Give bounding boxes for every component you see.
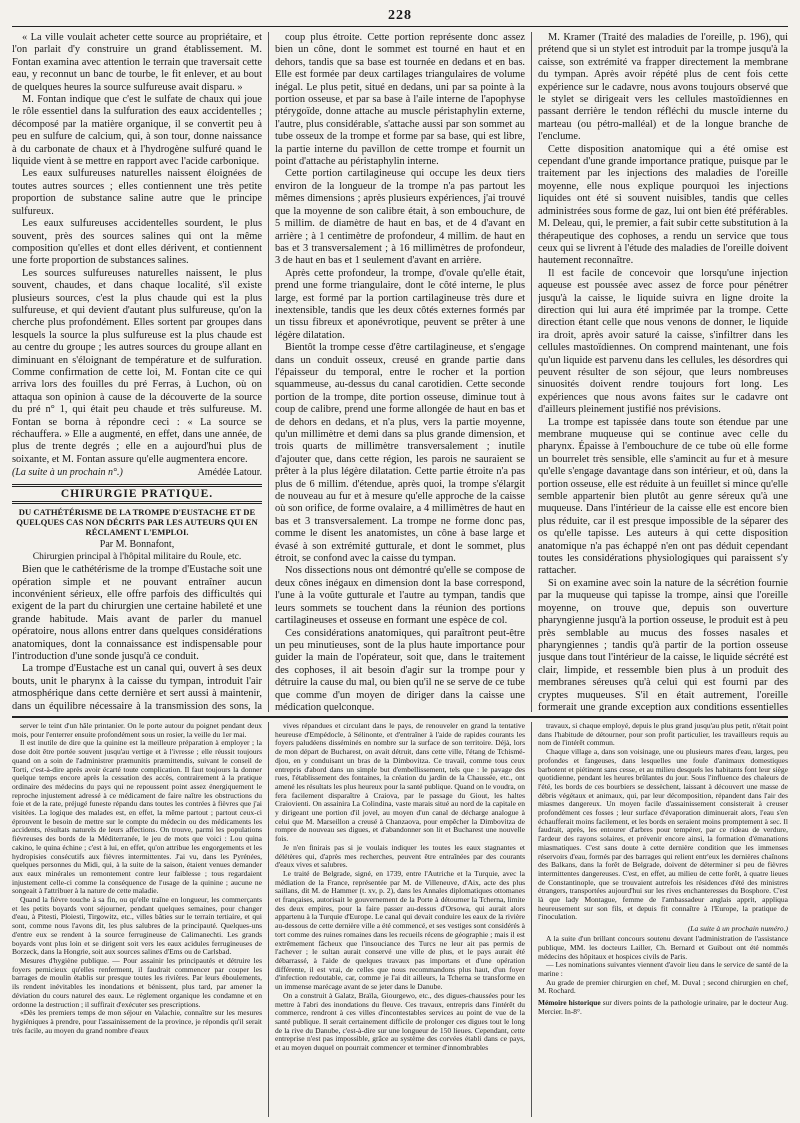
author-role: Chirurgien principal à l'hôpital militaire du Roule, etc. <box>32 550 242 562</box>
to-be-continued: (La suite à un prochain n°.) <box>12 467 123 479</box>
book-notice-title: Mémoire historique <box>538 998 601 1008</box>
paragraph: Après cette profondeur, la trompe, d'ovale qu'elle était, prend une forme triangulaire, dont le côté interne, le plus large, est formé par la portion cartilagineuse très dure et inextensible, tandis que les deux côtés externes formés par un tissu fibreux et aponévrotique, peuvent se prêter à une légère dilatation. <box>275 267 525 341</box>
paragraph: Je n'en finirais pas si je voulais indiquer les toutes les eaux stagnantes et délétères qui, d'après mes recherches, peuvent être entraînées par des courants d'eaux vives et salubres. <box>275 842 525 870</box>
feuilleton-column-3 <box>538 722 788 1117</box>
header-rule <box>12 26 788 27</box>
paragraph: On a construit à Galatz, Braïla, Giourgewo, etc., des digues-chaussées pour les mettre à l'abri des inondations du fleuve. Ces travaux, entrepris dans l'intérêt du commerce, rendront à ces villes d'incontestables services au point de vue de la santé publique. Il serait certainement difficile de prolonger ces digues tout le long de la rive du Danube, c'est-à-dire sur une longueur de 150 lieues. Cependant, cette entreprise n'est pas impossible, grâce au système des corvées établi dans ce pays, et au moyen duquel on pourrait commencer et terminer d'innombrables <box>275 990 525 1053</box>
paragraph: M. Kramer (Traité des maladies de l'oreille, p. 196), qui prétend que si un stylet est introduit par la trompe jusqu'à la caisse, son extrémité va frapper directement la membrane du tympan. Après avoir répété plus de cent fois cette expérience sur le cadavre, nous avons toujours observé que le stylet se dirigeait vers les cellules mastoïdiennes en passant derrière le tendon réfléchi du muscle interne du marteau (ou pétro-malléal) et de la longue branche de l'enclume. <box>538 32 788 143</box>
column-divider <box>531 722 532 1117</box>
paragraph: Bien que le cathétérisme de la trompe d'Eustache soit une opération simple et ne pouvant entraîner aucun inconvénient sérieux, elle offre parfois des difficultés qui exigent de la part du chirurgien une certaine habileté et une grande habitude. Mais avant de parler du manuel opératoire, nous allons entrer dans quelques considérations anatomiques, dont la connaissance est indispensable pour l'introduction d'une sonde jusqu'à ce conduit. <box>12 564 262 663</box>
paragraph: Cette disposition anatomique qui a été omise est cependant d'une grande importance pratique, puisque par le traitement par les injections des maladies de l'oreille moyenne, elle nous explique pourquoi les injections liquides ont été si souvent nuisibles, tandis que celles administrées sous forme de gaz, lui ont bien été préférables. M. Deleau, qui, le premier, a fait subir cette substitution à la thérapeutique des cophoses, a rendu un service que tous ceux qui se livrent à l'étude des maladies de l'oreille doivent hautement reconnaître. <box>538 143 788 267</box>
paragraph: Quand la fièvre touche à sa fin, ou qu'elle traîne en longueur, les commerçants et les petits boyards vont séjourner, pendant quelques semaines, pour changer d'eau, à Pitesti, Ploiesti, Tirgowitz, etc., villes bâties sur le terrain tertiaire, et qui sont, comme nous l'avons dit, les plus salubres de la principauté. Quelques-uns d'entre eux se rendent à la source ferrugineuse de Calimanechti. Les grands boyards vont plus loin et se dirigent soit vers les eaux acidules ferrugineuses de Borzeck, dans la Hongrie, soit aux sources salines d'Ems ou de Carlsbad. <box>12 895 262 957</box>
paragraph: Il est inutile de dire que la quinine est la meilleure préparation à employer ; la dose doit être portée souvent jusqu'au vertige et à l'ivresse ; elle réussit toujours quand on a soin de l'administrer præmunitis præmittendis, suivant le conseil de Torti, c'est-à-dire après avoir écarté toute complication. Il faut toujours la donner quelque temps encore après la cessation des accès, contrairement à la pratique ordinaire des médecins du pays qui ne repoussent point assez énergiquement le reproche injustement adressé à ce médicament de faire naître les obstructions du foie et de la rate, préjugé funeste répandu dans toutes les contrées à fièvres que j'ai visitées. La logique des malades est, en effet, la même partout ; partout ceux-ci éprouvent le besoin de mettre sur le compte du médecin ou des médicaments les accidents, résultats naturels de leurs affections. On trouve, parmi les populations fiévreuses des bords de la Méditerranée, le jeu de mots que voici : Lou quina cakino, le quina échine ; c'est à lui, en effet, qu'on attribue les engorgements et les hydropisies consécutifs aux fièvres intermittentes. J'ai vu, dans les Pyrénées, quelques personnes du Midi, qui, à la suite de la saison, étaient venues demander aux eaux minérales un remontement contre leur faiblesse ; tous regardaient injustement celle-ci comme la conséquence de l'usage de la quinine ; aucune ne songeait à l'attribuer à la nature de cette maladie. <box>12 738 262 896</box>
paragraph: Les eaux sulfureuses accidentelles sourdent, le plus souvent, près des sources salines qui ont la même composition qu'elles et dont elles dérivent, et contiennent une forte proportion de substances salines. <box>12 218 262 267</box>
column-divider <box>268 32 269 712</box>
author-signature: Amédée Latour. <box>197 467 262 479</box>
paragraph: La trompe d'Eustache est un canal qui, ouvert à ses deux bouts, unit le pharynx à la caisse du tympan, introduit l'air atmosphérique dans cette dernière et sert aussi à maintenir, dans un équilibre nécessaire à la transmission des sons, la <box>12 663 262 712</box>
feuilleton-column-2 <box>275 722 525 1117</box>
news-item: — Les nominations suivantes viennent d'avoir lieu dans le service de santé de la marine : <box>538 960 788 978</box>
article-signature-line <box>12 467 262 479</box>
article-text <box>12 32 262 466</box>
paragraph: Le traité de Belgrade, signé, en 1739, entre l'Autriche et la Turquie, avec la médiation de la France, représentée par M. de Villeneuve, d'Aix, acte des plus saillans, dit M. de Hammer (t. xv, p. 2), dans les Annales diplomatiques ottomanes et françaises, autorisait le gouvernement de la Porte à détourner la Tcherna, limite des deux empires, pour la faire passer au-dessus d'Orsowa, qui aurait alors appartenu à la Turquie d'Europe. Le canal qui devait conduire les eaux de la rivière au-dessous de cette dernière ville a été commencé, et ses vestiges sont considérés à tort comme des ruines romaines dans les recueils récens de géographie ; mais il est extrêmement fâcheux que l'insouciance des Turcs ne leur ait pas permis de l'achever ; le sultan aurait conservé une ville de plus, et le pays aurait été débarrassé, à l'aide de quelques travaux pas importans et d'une opération différente, il est vrai, de celles que nous recommandons plus haut, d'un foyer d'infection redoutable, car, comme je l'ai dit ailleurs, la Tcherna se transforme en un immense marécage avant de se jeter dans le Danube. <box>275 868 525 992</box>
paragraph: « La ville voulait acheter cette source au propriétaire, et l'on parlait d'y construire un grand établissement. M. Fontan examina avec attention le terrain que traversait cette eau, y reconnut un banc de tourbe, le fit enlever, et au bout de quelques heures la source sulfureuse avait disparu. » <box>12 32 262 93</box>
paragraph: La trompe est tapissée dans toute son étendue par une membrane muqueuse qui se continue avec celle du pharynx. Épaisse à l'embouchure de ce tube où elle forme un bourrelet très sensible, elle s'amincit au fur et à mesure qu'elle s'engage davantage dans son intérieur, et où, dans la portion osseuse, elle est réduite à un feuillet si mince qu'elle semble appartenir bien plutôt au genre séreux qu'à une muqueuse. Dans l'intérieur de la caisse elle est encore bien plus réduite, car il est presque impossible de la séparer des os qu'elle tapisse. Les auteurs à qui cette disposition anatomique n'a pas échappé n'en ont pas déduit cependant toutes les considérations physiologiques qui paraissent s'y rattacher. <box>538 416 788 577</box>
paragraph: Chaque village a, dans son voisinage, une ou plusieurs mares d'eau, larges, peu profondes et fangeuses, dans lesquelles une foule d'animaux domestiques barbotent et piétinent sans cesse, et au milieu desquels les habitants font leur siège quotidienne, pendant les heures brûlantes du jour. Sous l'influence des chaleurs de l'été, les bords de ces bourbiers se dessèchent, laissant à découvert une masse de débris végétaux et animaux, qui, par leur décomposition, répandent dans l'air des miasmes dangereux. Un moyen facile d'assainissement consisterait à creuser profondément ces fosses ; leur surface d'évaporation diminuerait alors, l'eau s'en échaufferait moins facilement, et les bords en seraient moins promptement à sec. Il faudrait, après, les entourer d'arbres pour tempérer, par ce rideau de verdure, l'ardeur des rayons solaires, et prévenir encore ainsi, la formation d'émanations miasmatiques. C'est sans doute à cette dernière condition que les immenses réservoirs d'eau, formés par des barrages qui relient entr'eux les dernières chaînons des Balkans, dans la forêt de Belgrade, doivent de déterminer si peu de fièvres intermittentes dangereuses. C'est, en effet, au milieu de cette forêt, à quatre lieues de Constantinople, que se trouvaient autrefois les résidences d'été des ministres étrangers, transportées aujourd'hui sur les rives enchanteresses du Bosphore. C'est là que lady Montague, femme de l'ambassadeur anglais apprit, appliqua heureusement sur son fils, et depuis fit connaître à l'Europe, la pratique de l'inoculation. <box>538 747 788 922</box>
news-item: A la suite d'un brillant concours soutenu devant l'administration de l'assistance publique, MM. les docteurs Lailler, Ch. Bernard et Guibout ont été nommés médecins des hôpitaux et hospices civils de Paris. <box>538 934 788 961</box>
paragraph: server le teint d'un hâle printanier. On le porte autour du poignet pendant deux mois, pour l'enterrer ensuite profondément sous un rosier, la veille du 1er mai. <box>12 722 262 739</box>
paragraph: coup plus étroite. Cette portion représente donc assez bien un cône, dont le sommet est tourné en haut et en dehors, tandis que sa base est tournée en dedans et en bas. Elle est formée par deux cartilages triangulaires de volume inégal. Le plus petit, situé en dedans, uni par sa pointe à la portion osseuse, et par sa base à l'aile interne de l'apophyse ptérygoïde, donne attache au muscle péristaphylin externe, l'autre, plus considérable, s'attache aussi par son sommet au tube osseux de la trompe et forme par sa base, qui est libre, la partie interne du pavillon de cette trompe et fournit un point d'attache au péristaphylin interne. <box>275 32 525 168</box>
paragraph: Mesures d'hygiène publique. — Pour assainir les principautés et détruire les foyers pernicieux qu'elles renferment, il faudrait commencer par couper les barrages de moulin établis sur presque toutes les rivières. Par leurs éboulements, ils rendent inévitables les inondations et bénissent, plus tard, par amener la déviation du cours naturel des eaux. Le règlement organique les condamne et en ordonne la destruction ; il suffirait d'exécuter ses prescriptions. <box>12 955 262 1009</box>
column-1 <box>12 32 262 712</box>
paragraph: Il est facile de concevoir que lorsqu'une injection aqueuse est poussée avec assez de force pour pénétrer jusqu'à la caisse, le liquide suivra en ligne droite la direction qui lui aura été imprimée par la trompe. Cette direction étant celle que nous venons de donner, le liquide ira droit, après avoir saturé la caisse, s'infiltrer dans les cellules mastoïdiennes. On comprend maintenant, une fois qu'un liquide est parvenu dans les cellules, les désordres qui peuvent résulter de son séjour, que leurs nombreuses sinuosités doivent rendre toujours fort long. Les expériences que nous avons faites sur le cadavre ont d'ailleurs pleinement justifié nos prévisions. <box>538 267 788 416</box>
to-be-continued: (La suite à un prochain numéro.) <box>687 924 788 934</box>
paragraph: Si on examine avec soin la nature de la sécrétion fournie par la muqueuse qui tapisse la trompe, ainsi que l'oreille moyenne, on trouve que, depuis son ouverture pharyngienne jusqu'à la portion osseuse, le produit est à peu près semblable au mucus des fosses nasales et pharyngiennes ; tandis qu'à partir de la portion osseuse jusque dans tout l'intérieur de la caisse, le liquide sécrété est clair, limpide, et ressemble bien plus à un produit des membranes séreuses qu'à celui qui est fourni par des cryptes muqueuses. S'il en était autrement, l'oreille formerait une grande exception aux conditions essentielles <box>538 577 788 712</box>
article-title: DU CATHÉTÉRISME DE LA TROMPE D'EUSTACHE ET DE QUELQUES CAS NON DÉCRITS PAR LES AUTEURS QUI EN RÉCLAMENT L'EMPLOI. <box>16 507 258 538</box>
author-name: Par M. Bonnafont, <box>99 539 175 551</box>
feuilleton-column-1 <box>12 722 262 1117</box>
paragraph: Nos dissections nous ont démontré qu'elle se compose de deux cônes inégaux en dimension dont la base correspond, l'une à la voûte gutturale et l'autre au tympan, tandis que leurs sommets se touchent dans la réunion des portions cartilagineuses et osseuse en formant une espèce de col. <box>275 565 525 627</box>
paragraph: vives répandues et circulant dans le pays, de renouveler en grand la tentative heureuse d'Empédocle, à Sélinonte, et d'entraîner à l'aide de rapides courants les foyers paludéens disséminés en nombre sur la surface de son territoire. Déjà, lors de mon départ de Bucharest, on avait détruit, dans cette ville, l'étang de Tchismé-djou, en y conduisant un bras de la Dimbovitza. Ce travail, comme tous ceux entrepris d'abord dans un simple but d'embellissement, tels que : le pavage des rues, l'établissement des fontaines, la création du jardin de la Chaussée, etc., ont amené les résultats les plus heureux pour la santé publique. Quand on le voudra, on fera facilement disparaître à Craiova, par le passage du Giout, les haltes Craiovienti. On assainira La Colindina, vaste marais situé au nord de la capitale en y dirigeant une portion d'il jovel, au moyen d'un canal de décharge analogue à celui que M. Marseillon a creusé à Chanzaova, pour empêcher la Dimbovitza de rompre de nouveau ses digues, et d'abandonner son lit et Bucharest une nouvelle fois. <box>275 722 525 844</box>
column-3 <box>538 32 788 712</box>
section-title: CHIRURGIE PRATIQUE. <box>12 484 262 504</box>
paragraph: Les sources sulfureuses naturelles naissent, le plus souvent, chaudes, et dans chaque localité, s'il existe plusieurs sources, c'est la plus chaude qui est la plus sulfureuse, et qui devient d'autant plus sulfureuse, qu'on la cherche plus profondément. Elles sortent par groupes dans lesquels la source la plus sulfureuse est la plus chaude est au centre du groupe ; les autres sources du groupe allant en diminuant en s'éloignant de température et de sulfuration. Comme confirmation de cette loi, M. Fontan cite ce qui arriva lors des fouilles du pré Ferras, à Luchon, où on attaqua son opinion à cause de la découverte de la source du pré n° 1, qui était peu chaude et très sulfureuse. M. Fontan se borna à répondre ceci : « La source se réchauffera. » Elle a augmenté, en effet, dans une année, de plus de trente degrés ; elle en a aujourd'hui plus de soixante, et M. Fontan assure qu'elle augmentera encore. <box>12 267 262 465</box>
feuilleton-section <box>12 722 788 1117</box>
paragraph: Bientôt la trompe cesse d'être cartilagineuse, et s'engage dans un conduit osseux, creusé en grande partie dans l'épaisseur du temporal, entre le rocher et la portion squammeuse, au-dessus du canal carotidien. Cette seconde portion de la trompe, dite portion osseuse, diminue tout à coup de calibre, prend une forme allongée de haut en bas et de dehors en dedans, et n'a plus, vers la partie moyenne, qu'un millimètre et demi dans sa plus grande dimension, et trois quarts de millimètre transversalement ; inutile d'ajouter que, dans cette région, les parois ne sauraient se prêter à la plus légère dilatation. Cette partie étroite n'a pas plus de 6 millim. d'étendue, après quoi, la trompe s'élargit de nouveau au fur et à mesure qu'elle approche de la caisse où son orifice, de forme ovalaire, a 4 millimètres de haut en bas et 3 transversalement. La trompe ne forme donc pas, comme le disent les anatomistes, un cône à base large et évasé à son extrémité gutturale, et dont le sommet, plus étroit, se confond avec la caisse du tympan. <box>275 342 525 565</box>
page-number: 228 <box>388 8 412 23</box>
news-item: Au grade de premier chirurgien en chef, M. Duval ; second chirurgien en chef, M. Rochard. <box>538 977 788 996</box>
book-notice-text: sur divers points de la pathologie urinaire, par le docteur Aug. Mercier. In-8°. <box>538 998 788 1016</box>
column-divider <box>531 32 532 712</box>
feuilleton-rule <box>12 716 788 718</box>
upper-section <box>12 32 788 712</box>
paragraph: M. Fontan indique que c'est le sulfate de chaux qui joue le rôle essentiel dans la sulfuration des eaux accidentelles ; décomposé par la matière organique, il se convertit peu à peu en sulfure de calcium, qui, à son tour, donne naissance à du carbonate de chaux et à l'hydrogène sulfuré quand le liquide vient à se mettre en rapport avec l'acide carbonique. <box>12 94 262 168</box>
paragraph: «Dès les premiers temps de mon séjour en Valachie, connaître sur les mesures hygiéniques à prendre, pour l'assainissement de la province, je répondis qu'il serait très facile, au moyen du grand nombre d'eaux <box>12 1008 262 1035</box>
paragraph: Ces considérations anatomiques, qui paraîtront peut-être un peu minutieuses, sont de la plus haute importance pour guider la main de l'opérateur, soit que, dans le traitement des cophoses, il ait besoin d'agir sur la trompe pour y détruire la cause du mal, ou bien qu'il ne se serve de ce tube que comme d'un moyen de diriger dans la caisse une médication quelconque. <box>275 627 525 712</box>
book-notice <box>538 999 788 1016</box>
column-divider <box>268 722 269 1117</box>
paragraph: Les eaux sulfureuses naturelles naissent éloignées de toutes autres sources ; elles contiennent une très petite proportion de substance saline autre que le principe sulfureux. <box>12 168 262 217</box>
column-2 <box>275 32 525 712</box>
paragraph: travaux, si chaque employé, depuis le plus grand jusqu'au plus petit, n'était point dans l'habitude de détourner, pour son profit particulier, les travailleurs requis au nom de l'intérêt commun. <box>538 722 788 748</box>
paragraph: Cette portion cartilagineuse qui occupe les deux tiers environ de la longueur de la trompe n'a pas partout les mêmes dimensions ; après plusieurs expériences, j'ai trouvé que la moyenne de son calibre était, à son embouchure, de 5 millim. de diamètre de haut en bas, et de 4 d'avant en arrière ; à 1 centimètre de profondeur, 4 millim. de haut en bas et 3 transversalement ; à 16 millimètres de profondeur, 3 de haut en bas et 1 seulement d'avant en arrière. <box>275 168 525 267</box>
